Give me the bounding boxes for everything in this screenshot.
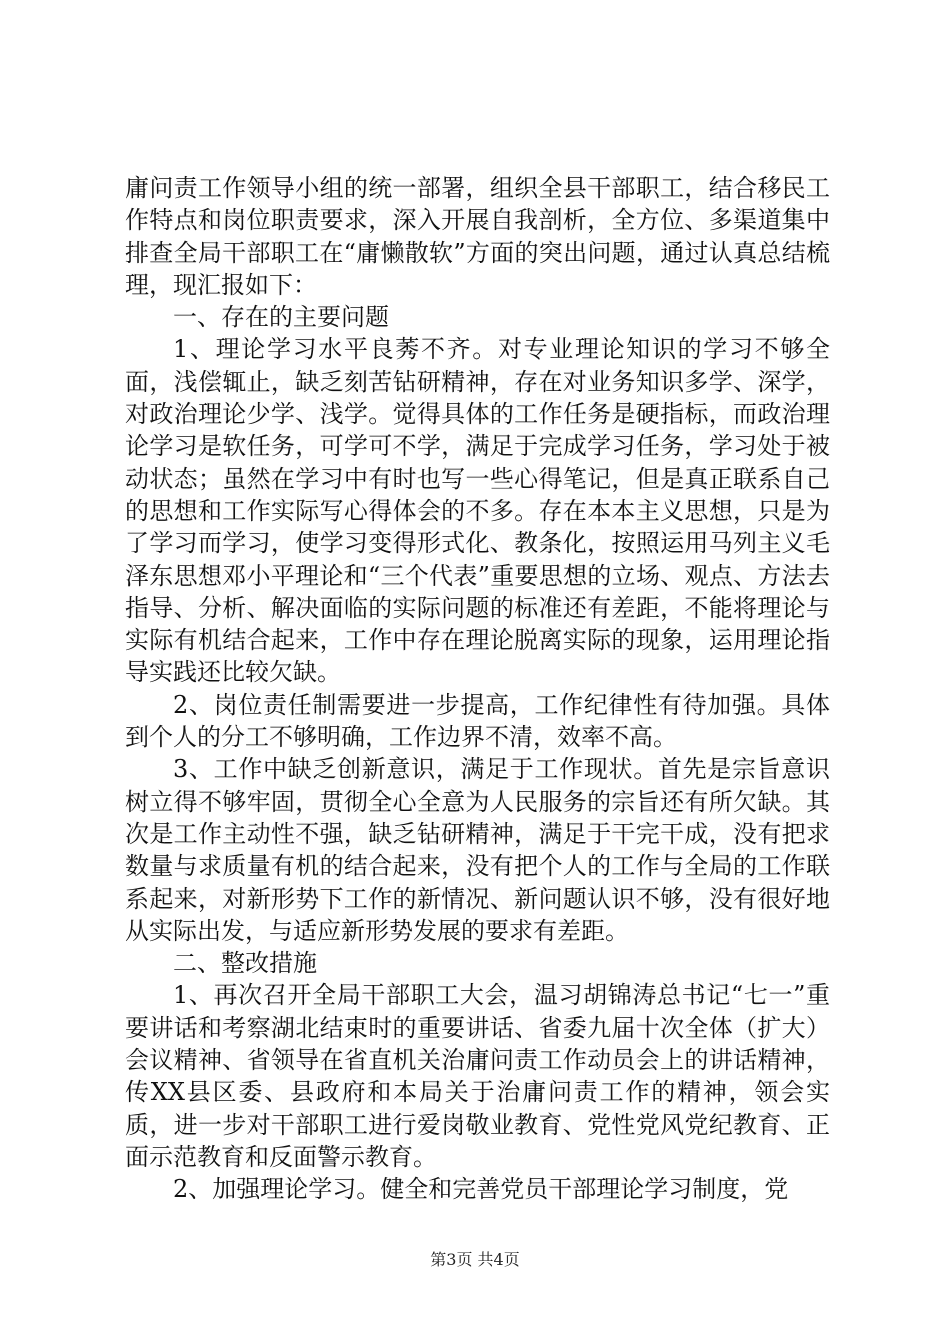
paragraph-problem-2: 2、岗位责任制需要进一步提高，工作纪律性有待加强。具体到个人的分工不够明确，工作边界不清，效率不高。 — [125, 690, 830, 752]
section-heading-problems: 一、存在的主要问题 — [173, 303, 389, 332]
document-body — [125, 172, 830, 1206]
paragraph-measure-1: 1、再次召开全局干部职工大会，温习胡锦涛总书记“七一”重要讲话和考察湖北结束时的重要讲话、省委九届十次全体（扩大）会议精神、省领导在省直机关治庸问责工作动员会上的讲话精神，传XX县区委、县政府和本局关于治庸问责工作的精神，领会实质，进一步对干部职工进行爱岗敬业教育、党性党风党纪教育、正面示范教育和反面警示教育。 — [125, 981, 830, 1171]
paragraph-measure-2: 2、加强理论学习。健全和完善党员干部理论学习制度，党 — [173, 1175, 789, 1204]
paragraph-problem-3: 3、工作中缺乏创新意识，满足于工作现状。首先是宗旨意识树立得不够牢固，贯彻全心全意为人民服务的宗旨还有所欠缺。其次是工作主动性不强，缺乏钻研精神，满足于干完干成，没有把求数量与求质量有机的结合起来，没有把个人的工作与全局的工作联系起来，对新形势下工作的新情况、新问题认识不够，没有很好地从实际出发，与适应新形势发展的要求有差距。 — [125, 755, 830, 945]
page-footer: 第3页 共4页 — [430, 1250, 520, 1269]
paragraph-intro: 庸问责工作领导小组的统一部署，组织全县干部职工，结合移民工作特点和岗位职责要求，深入开展自我剖析，全方位、多渠道集中排查全局干部职工在“庸懒散软”方面的突出问题，通过认真总结梳理，现汇报如下： — [125, 174, 830, 299]
paragraph-problem-1: 1、理论学习水平良莠不齐。对专业理论知识的学习不够全面，浅偿辄止，缺乏刻苦钻研精神，存在对业务知识多学、深学，对政治理论少学、浅学。觉得具体的工作任务是硬指标，而政治理论学习是软任务，可学可不学，满足于完成学习任务，学习处于被动状态；虽然在学习中有时也写一些心得笔记，但是真正联系自己的思想和工作实际写心得体会的不多。存在本本主义思想，只是为了学习而学习，使学习变得形式化、教条化，按照运用马列主义毛泽东思想邓小平理论和“三个代表”重要思想的立场、观点、方法去指导、分析、解决面临的实际问题的标准还有差距，不能将理论与实际有机结合起来，工作中存在理论脱离实际的现象，运用理论指导实践还比较欠缺。 — [125, 335, 830, 687]
section-heading-measures: 二、整改措施 — [173, 949, 317, 978]
